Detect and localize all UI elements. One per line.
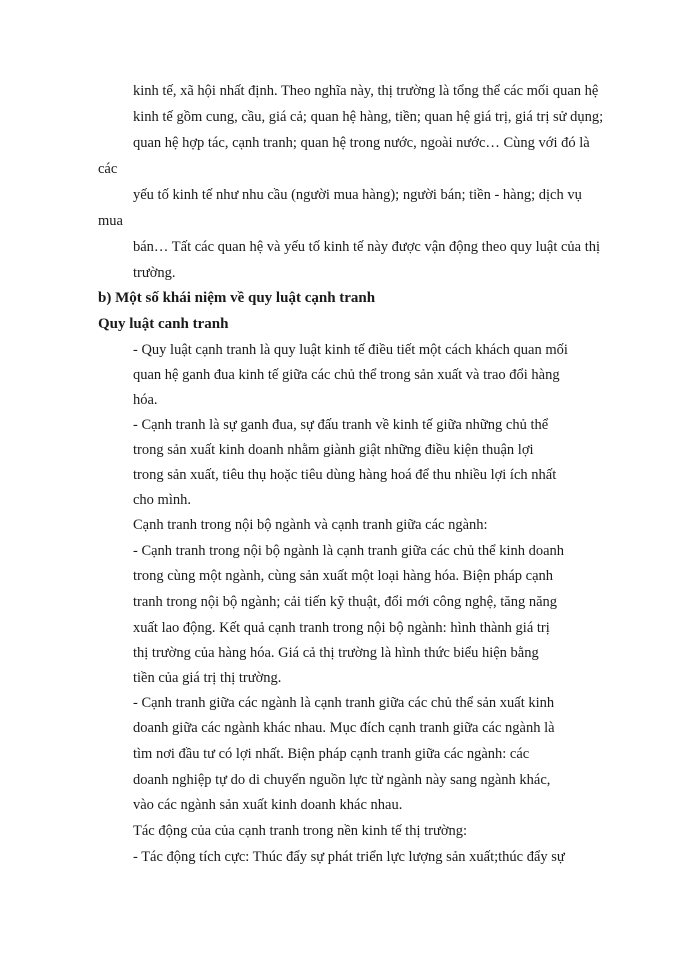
paragraph-line: trong sản xuất, tiêu thụ hoặc tiêu dùng hàng hoá để thu nhiều lợi ích nhất <box>133 467 557 483</box>
paragraph-line: - Cạnh tranh trong nội bộ ngành là cạnh tranh giữa các chủ thể kinh doanh <box>133 543 565 559</box>
paragraph-line: tranh trong nội bộ ngành; cải tiến kỹ thuật, đổi mới công nghệ, tăng năng <box>133 594 558 610</box>
paragraph-line: doanh nghiệp tự do di chuyển nguồn lực từ ngành này sang ngành khác, <box>133 772 551 788</box>
paragraph-line: quan hệ ganh đua kinh tế giữa các chủ thể trong sản xuất và trao đổi hàng <box>133 367 560 383</box>
paragraph-line: trong cùng một ngành, cùng sản xuất một loại hàng hóa. Biện pháp cạnh <box>133 568 554 584</box>
paragraph-line: Tác động của của cạnh tranh trong nền kinh tế thị trường: <box>133 823 468 839</box>
paragraph-line: thị trường của hàng hóa. Giá cả thị trường là hình thức biểu hiện bằng <box>133 645 539 661</box>
paragraph-line: trường. <box>133 265 176 281</box>
paragraph-line: vào các ngành sản xuất kinh doanh khác nhau. <box>133 797 403 813</box>
paragraph-line: doanh giữa các ngành khác nhau. Mục đích cạnh tranh giữa các ngành là <box>133 720 555 736</box>
paragraph-line: kinh tế gồm cung, cầu, giá cả; quan hệ hàng, tiền; quan hệ giá trị, giá trị sử dụng; <box>133 109 604 125</box>
paragraph-line: - Tác động tích cực: Thúc đẩy sự phát triển lực lượng sản xuất;thúc đẩy sự <box>133 849 565 865</box>
section-heading: b) Một số khái niệm về quy luật cạnh tranh <box>98 290 376 306</box>
paragraph-line: tìm nơi đầu tư có lợi nhất. Biện pháp cạnh tranh giữa các ngành: các <box>133 746 530 762</box>
paragraph-line: mua <box>98 213 123 229</box>
paragraph-line: bán… Tất các quan hệ và yếu tố kinh tế này được vận động theo quy luật của thị <box>133 239 601 255</box>
paragraph-line: yếu tố kinh tế như nhu cầu (người mua hàng); người bán; tiền - hàng; dịch vụ <box>133 187 582 203</box>
paragraph-line: - Quy luật cạnh tranh là quy luật kinh tế điều tiết một cách khách quan mối <box>133 342 568 358</box>
paragraph-line: - Cạnh tranh giữa các ngành là cạnh tranh giữa các chủ thể sản xuất kinh <box>133 695 555 711</box>
paragraph-line: kinh tế, xã hội nhất định. Theo nghĩa này, thị trường là tổng thể các mối quan hệ <box>133 83 599 99</box>
paragraph-line: - Cạnh tranh là sự ganh đua, sự đấu tranh về kinh tế giữa những chủ thể <box>133 417 549 433</box>
paragraph-line: các <box>98 161 118 177</box>
paragraph-line: Cạnh tranh trong nội bộ ngành và cạnh tranh giữa các ngành: <box>133 517 488 533</box>
subsection-heading: Quy luật canh tranh <box>98 316 229 332</box>
paragraph-line: tiền của giá trị thị trường. <box>133 670 282 686</box>
paragraph-line: xuất lao động. Kết quả cạnh tranh trong nội bộ ngành: hình thành giá trị <box>133 620 550 636</box>
paragraph-line: hóa. <box>133 392 158 408</box>
paragraph-line: cho mình. <box>133 492 191 508</box>
paragraph-line: trong sản xuất kinh doanh nhằm giành giật những điều kiện thuận lợi <box>133 442 534 458</box>
paragraph-line: quan hệ hợp tác, cạnh tranh; quan hệ trong nước, ngoài nước… Cùng với đó là <box>133 135 590 151</box>
